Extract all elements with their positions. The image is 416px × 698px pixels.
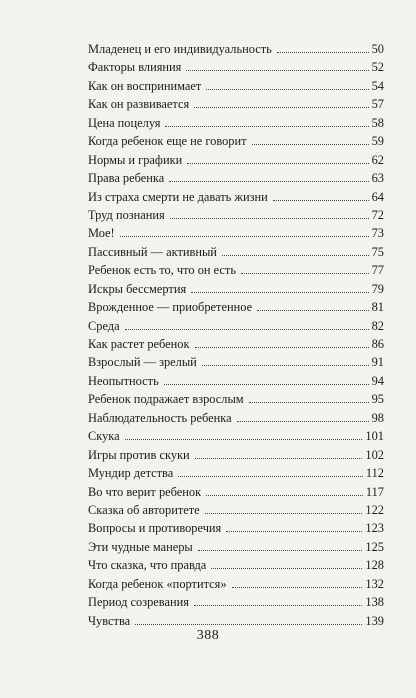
toc-entry — [88, 169, 384, 187]
toc-entry-page: 101 — [365, 429, 384, 444]
toc-entry — [88, 483, 384, 501]
toc-entry — [88, 464, 384, 482]
toc-entry — [88, 206, 384, 224]
toc-dot-leader — [222, 255, 369, 256]
toc-dot-leader — [186, 70, 368, 71]
toc-dot-leader — [226, 531, 362, 532]
table-of-contents — [88, 40, 384, 630]
toc-dot-leader — [211, 568, 362, 569]
toc-dot-leader — [178, 476, 363, 477]
toc-entry-title: Как он развивается — [88, 97, 190, 112]
toc-dot-leader — [232, 587, 363, 588]
toc-entry — [88, 243, 384, 261]
toc-entry — [88, 224, 384, 242]
toc-entry-title: Чувства — [88, 613, 131, 628]
toc-entry-title: Пассивный — активный — [88, 244, 217, 259]
toc-entry-page: 81 — [371, 300, 384, 315]
toc-dot-leader — [194, 107, 368, 108]
toc-entry-page: 63 — [371, 171, 384, 186]
toc-entry-title: Мое! — [88, 226, 115, 241]
toc-dot-leader — [277, 52, 369, 53]
page-number: 388 — [196, 628, 220, 643]
toc-entry-page: 72 — [371, 207, 384, 222]
toc-dot-leader — [195, 458, 363, 459]
toc-entry-title: Врожденное — приобретенное — [88, 300, 253, 315]
toc-entry-title: Когда ребенок «портится» — [88, 576, 227, 591]
toc-entry-title: Эти чудные манеры — [88, 539, 193, 554]
toc-dot-leader — [206, 495, 363, 496]
toc-dot-leader — [194, 605, 362, 606]
toc-entry-page: 122 — [365, 502, 384, 517]
toc-entry — [88, 353, 384, 371]
toc-entry-title: Из страха смерти не давать жизни — [88, 189, 268, 204]
toc-entry — [88, 77, 384, 95]
toc-entry-page: 139 — [365, 613, 384, 628]
toc-entry-title: Цена поцелуя — [88, 115, 161, 130]
toc-entry-page: 57 — [371, 97, 384, 112]
toc-entry — [88, 280, 384, 298]
toc-entry-title: Труд познания — [88, 207, 165, 222]
toc-dot-leader — [165, 126, 368, 127]
toc-entry — [88, 409, 384, 427]
toc-entry — [88, 151, 384, 169]
toc-entry — [88, 335, 384, 353]
toc-dot-leader — [187, 163, 368, 164]
toc-entry — [88, 372, 384, 390]
toc-dot-leader — [164, 384, 369, 385]
toc-entry-title: Искры бессмертия — [88, 281, 187, 296]
toc-entry-page: 79 — [371, 281, 384, 296]
toc-entry — [88, 538, 384, 556]
toc-dot-leader — [191, 292, 368, 293]
toc-dot-leader — [252, 144, 369, 145]
toc-entry — [88, 501, 384, 519]
toc-entry-page: 117 — [365, 484, 384, 499]
toc-dot-leader — [205, 513, 363, 514]
toc-entry-title: Мундир детства — [88, 466, 174, 481]
toc-dot-leader — [237, 421, 369, 422]
toc-entry-title: Во что верит ребенок — [88, 484, 202, 499]
toc-entry — [88, 556, 384, 574]
toc-entry-title: Вопросы и противоречия — [88, 521, 222, 536]
toc-dot-leader — [198, 550, 363, 551]
toc-dot-leader — [202, 365, 369, 366]
toc-entry-page: 123 — [365, 521, 384, 536]
toc-entry-page: 52 — [371, 60, 384, 75]
toc-dot-leader — [125, 329, 369, 330]
toc-dot-leader — [125, 439, 363, 440]
toc-entry-title: Скука — [88, 429, 120, 444]
toc-dot-leader — [273, 200, 369, 201]
toc-entry-page: 77 — [371, 263, 384, 278]
toc-dot-leader — [257, 310, 369, 311]
toc-entry-page: 82 — [371, 318, 384, 333]
toc-entry-page: 54 — [371, 78, 384, 93]
toc-entry-page: 58 — [371, 115, 384, 130]
toc-entry-page: 73 — [371, 226, 384, 241]
toc-entry — [88, 261, 384, 279]
toc-entry-page: 125 — [365, 539, 384, 554]
toc-entry — [88, 575, 384, 593]
toc-entry-page: 112 — [365, 466, 384, 481]
toc-entry-page: 138 — [365, 595, 384, 610]
toc-entry — [88, 446, 384, 464]
toc-entry-title: Как он воспринимает — [88, 78, 202, 93]
toc-dot-leader — [249, 402, 369, 403]
toc-entry-page: 102 — [365, 447, 384, 462]
toc-entry-page: 128 — [365, 558, 384, 573]
toc-entry-title: Игры против скуки — [88, 447, 190, 462]
toc-entry-title: Сказка об авторитете — [88, 502, 200, 517]
toc-entry — [88, 114, 384, 132]
toc-dot-leader — [120, 236, 369, 237]
toc-entry — [88, 427, 384, 445]
toc-entry-page: 50 — [371, 42, 384, 56]
toc-entry-page: 95 — [371, 392, 384, 407]
toc-dot-leader — [206, 89, 368, 90]
toc-entry-title: Период созревания — [88, 595, 189, 610]
toc-dot-leader — [135, 624, 362, 625]
toc-entry-title: Среда — [88, 318, 120, 333]
toc-entry-title: Наблюдательность ребенка — [88, 410, 232, 425]
toc-entry-title: Неопытность — [88, 373, 159, 388]
toc-entry-title: Ребенок есть то, что он есть — [88, 263, 236, 278]
toc-entry-title: Факторы влияния — [88, 60, 182, 75]
toc-entry-title: Права ребенка — [88, 171, 165, 186]
toc-entry-title: Взрослый — зрелый — [88, 355, 197, 370]
toc-entry-title: Ребенок подражает взрослым — [88, 392, 244, 407]
toc-entry — [88, 132, 384, 150]
toc-entry-page: 94 — [371, 373, 384, 388]
toc-entry — [88, 95, 384, 113]
toc-entry-title: Что сказка, что правда — [88, 558, 207, 573]
toc-entry-page: 98 — [371, 410, 384, 425]
toc-entry-page: 64 — [371, 189, 384, 204]
toc-entry — [88, 40, 384, 58]
toc-entry-page: 86 — [371, 337, 384, 351]
toc-entry-title: Младенец и его индивидуальность — [88, 42, 272, 56]
toc-entry — [88, 390, 384, 408]
toc-entry-page: 132 — [365, 576, 384, 591]
toc-dot-leader — [195, 347, 369, 348]
toc-dot-leader — [169, 181, 368, 182]
toc-entry-page: 91 — [371, 355, 384, 370]
toc-entry — [88, 593, 384, 611]
toc-entry — [88, 298, 384, 316]
toc-entry — [88, 58, 384, 76]
toc-entry-title: Как растет ребенок — [88, 337, 190, 351]
toc-entry-page: 59 — [371, 134, 384, 149]
toc-entry-title: Нормы и графики — [88, 152, 183, 167]
toc-entry — [88, 317, 384, 335]
toc-dot-leader — [241, 273, 369, 274]
toc-entry — [88, 519, 384, 537]
toc-dot-leader — [170, 218, 369, 219]
toc-entry-page: 75 — [371, 244, 384, 259]
toc-entry — [88, 188, 384, 206]
toc-entry-title: Когда ребенок еще не говорит — [88, 134, 247, 149]
toc-entry-page: 62 — [371, 152, 384, 167]
